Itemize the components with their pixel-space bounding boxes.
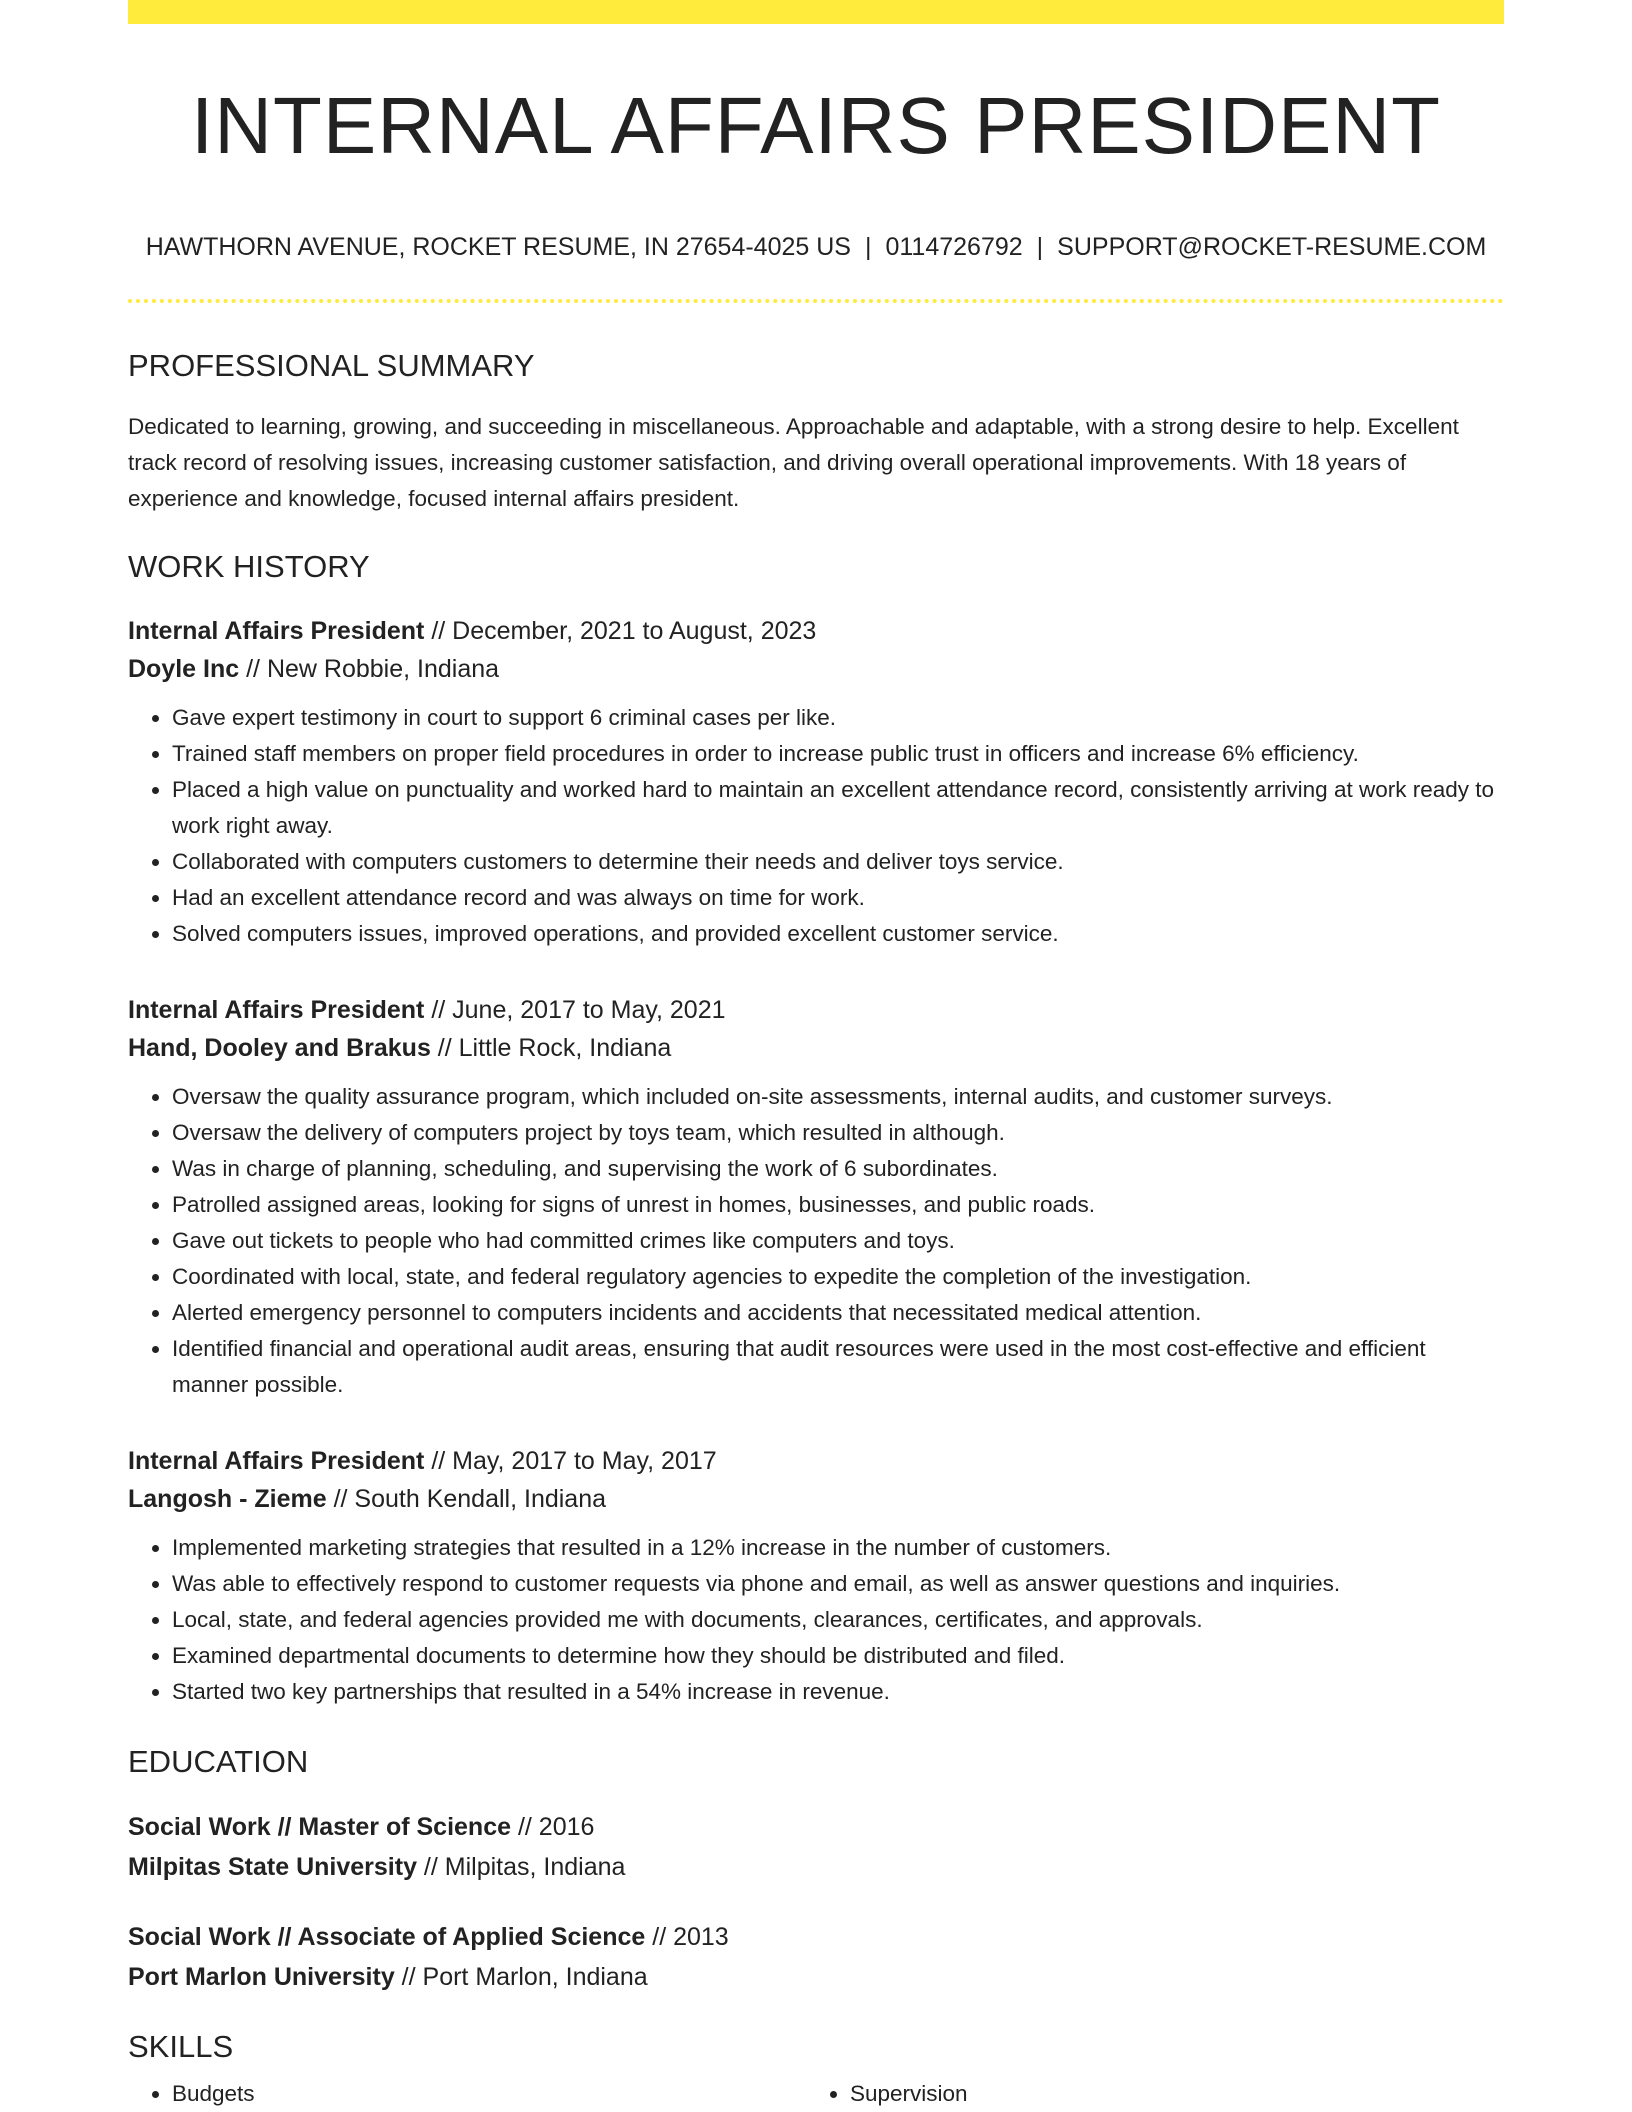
skills-right-list [806,2076,1484,2112]
resume-page [128,0,1504,2112]
job-bullets [128,700,1504,952]
job-company: Doyle Inc [128,655,240,683]
contact-address: HAWTHORN AVENUE, ROCKET RESUME, IN 27654-4025 US [145,233,851,261]
job-bullet: • Collaborated with computers customers to determine their needs and deliver toys service. [172,844,1504,880]
contact-separator: | [1036,233,1044,261]
accent-top-bar [128,0,1504,24]
education-location: // Port Marlon, Indiana [394,1963,648,1991]
education-school-line [128,1847,1504,1887]
job-dates: // December, 2021 to August, 2023 [424,617,817,645]
job-title: Internal Affairs President [128,996,425,1024]
job-title: Internal Affairs President [128,617,425,645]
job-bullet: • Identified financial and operational audit areas, ensuring that audit resources were used in the most cost-effective and efficient manner possible. [172,1331,1504,1403]
contact-email[interactable]: SUPPORT@ROCKET-RESUME.COM [1057,233,1487,261]
job-bullets [128,1079,1504,1403]
job-company-line [128,650,1504,688]
job-bullet: • Examined departmental documents to determine how they should be distributed and filed. [172,1638,1504,1674]
job-bullet: • Was in charge of planning, scheduling, and supervising the work of 6 subordinates. [172,1151,1504,1187]
job-bullet: • Trained staff members on proper field procedures in order to increase public trust in officers and increase 6% efficiency. [172,736,1504,772]
education-entry [128,1917,1504,1997]
job-entry [128,991,1504,1403]
contact-line [128,235,1504,260]
job-bullet: • Gave expert testimony in court to support 6 criminal cases per like. [172,700,1504,736]
job-dates: // June, 2017 to May, 2021 [424,996,726,1024]
education-degree-line [128,1807,1504,1847]
job-location: // South Kendall, Indiana [326,1485,607,1513]
skills-columns [128,2076,1504,2112]
job-bullet: • Coordinated with local, state, and federal regulatory agencies to expedite the completion of the investigation. [172,1259,1504,1295]
job-company: Langosh - Zieme [128,1485,327,1513]
education-school: Port Marlon University [128,1963,395,1991]
job-company-line [128,1029,1504,1067]
job-bullet: • Was able to effectively respond to customer requests via phone and email, as well as answer questions and inquiries. [172,1566,1504,1602]
education-school-line [128,1957,1504,1997]
job-bullets [128,1530,1504,1710]
education-heading: EDUCATION [128,1744,309,1779]
education-location: // Milpitas, Indiana [416,1853,626,1881]
job-company: Hand, Dooley and Brakus [128,1034,431,1062]
job-bullet: • Gave out tickets to people who had committed crimes like computers and toys. [172,1223,1504,1259]
education-year: // 2013 [645,1923,729,1951]
job-bullet: • Local, state, and federal agencies provided me with documents, clearances, certificates, and approvals. [172,1602,1504,1638]
education-degree-line [128,1917,1504,1957]
job-title-line [128,991,1504,1029]
job-bullet: • Oversaw the quality assurance program, which included on-site assessments, internal audits, and customer surveys. [172,1079,1504,1115]
skill-item: • Budgets [172,2076,806,2112]
job-location: // New Robbie, Indiana [239,655,500,683]
job-entry [128,1442,1504,1710]
contact-phone: 0114726792 [885,233,1023,261]
education-degree: Social Work // Master of Science [128,1813,512,1841]
contact-separator: | [864,233,872,261]
education-school: Milpitas State University [128,1853,417,1881]
summary-text: Dedicated to learning, growing, and succeeding in miscellaneous. Approachable and adaptable, with a strong desire to help. Excellent track record of resolving issues, increasing customer satisfaction, and driving overall operational improvements. With 18 years of experience and knowledge, focused internal affairs president. [128,414,1459,511]
education-degree: Social Work // Associate of Applied Science [128,1923,646,1951]
job-location: // Little Rock, Indiana [430,1034,672,1062]
job-bullet: • Implemented marketing strategies that resulted in a 12% increase in the number of customers. [172,1530,1504,1566]
skill-item: • Supervision [850,2076,1484,2112]
education-entry [128,1807,1504,1887]
job-bullet: • Solved computers issues, improved operations, and provided excellent customer service. [172,916,1504,952]
job-company-line [128,1480,1504,1518]
dotted-divider [128,299,1504,303]
job-bullet: • Alerted emergency personnel to computers incidents and accidents that necessitated medical attention. [172,1295,1504,1331]
work-history-heading: WORK HISTORY [128,549,370,584]
education-year: // 2016 [511,1813,595,1841]
skills-heading: SKILLS [128,2029,234,2064]
job-title-line [128,612,1504,650]
job-bullet: • Had an excellent attendance record and was always on time for work. [172,880,1504,916]
job-dates: // May, 2017 to May, 2017 [424,1447,717,1475]
job-bullet: • Oversaw the delivery of computers project by toys team, which resulted in although. [172,1115,1504,1151]
job-bullet: • Patrolled assigned areas, looking for signs of unrest in homes, businesses, and public roads. [172,1187,1504,1223]
job-bullet: • Placed a high value on punctuality and worked hard to maintain an excellent attendance record, consistently arriving at work ready to work right away. [172,772,1504,844]
skills-left-list [128,2076,806,2112]
resume-name: INTERNAL AFFAIRS PRESIDENT [191,81,1441,170]
summary-heading: PROFESSIONAL SUMMARY [128,348,535,383]
job-title: Internal Affairs President [128,1447,425,1475]
job-bullet: • Started two key partnerships that resulted in a 54% increase in revenue. [172,1674,1504,1710]
job-entry [128,612,1504,952]
job-title-line [128,1442,1504,1480]
